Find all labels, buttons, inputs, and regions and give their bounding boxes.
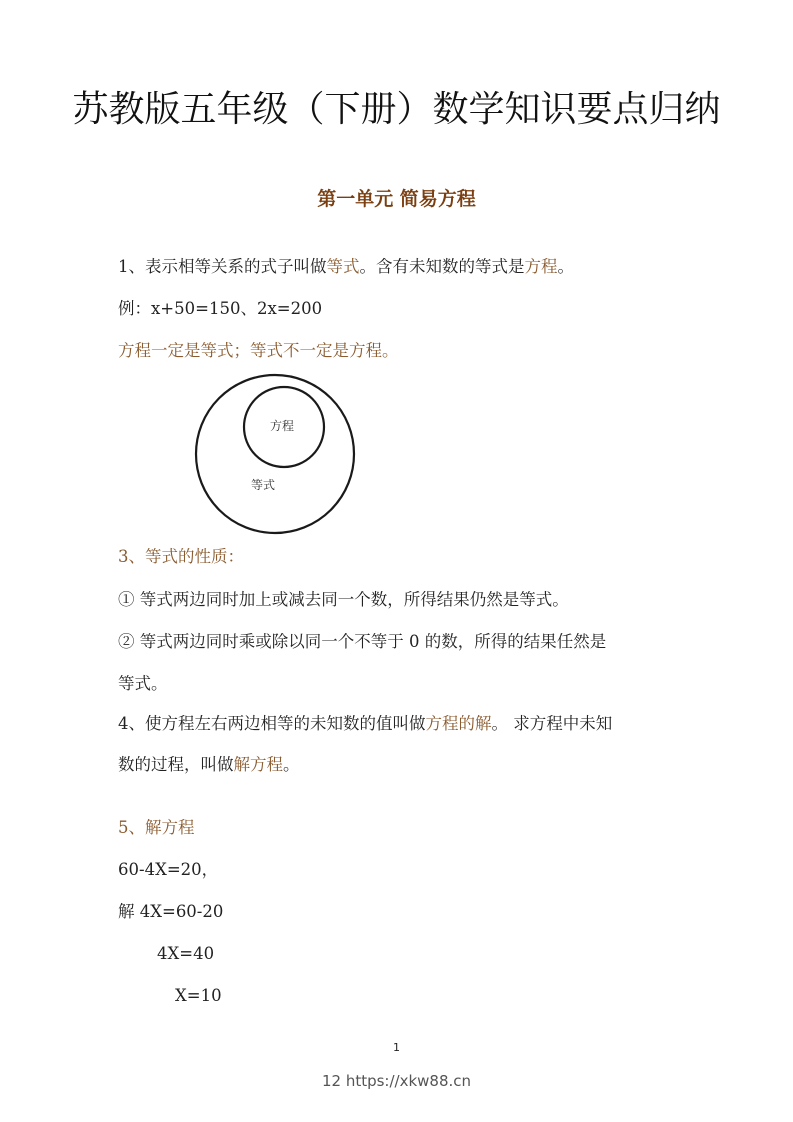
solve-step-1: 60-4X=20， — [118, 860, 219, 879]
page-title: 苏教版五年级（下册）数学知识要点归纳 — [72, 89, 721, 130]
venn-diagram — [190, 372, 420, 537]
outer-circle — [196, 375, 354, 533]
example-line: 例：x+50=150、2x=200 — [118, 299, 323, 318]
solve-step-3: 4X=40 — [157, 944, 215, 963]
inner-circle-label: 方程 — [269, 419, 295, 433]
term-equation-equality: 等式 — [326, 257, 360, 276]
footer-watermark: 12 https://xkw88.cn — [321, 1072, 472, 1090]
point-4-text-b: 。 求方程中未知 — [491, 714, 613, 733]
point-1-text-b: 。含有未知数的等式是 — [359, 257, 525, 276]
point-5-heading: 5、解方程 — [118, 818, 195, 837]
unit-title: 第一单元 简易方程 — [317, 188, 476, 210]
term-solution: 方程的解 — [425, 714, 492, 733]
point-1-text-c: 。 — [557, 257, 574, 276]
outer-circle-label: 等式 — [250, 478, 276, 492]
point-4-text-d: 。 — [283, 755, 300, 774]
point-3-item-1: ① 等式两边同时加上或减去同一个数，所得结果仍然是等式。 — [118, 590, 569, 609]
point-3-heading: 3、等式的性质： — [118, 547, 244, 566]
point-4-text-c: 数的过程，叫做 — [118, 755, 234, 774]
point-4-line-1 — [118, 711, 612, 737]
term-solving: 解方程 — [233, 755, 283, 774]
page-number: 1 — [393, 1041, 400, 1054]
term-equation: 方程 — [524, 257, 558, 276]
relation-line: 方程一定是等式；等式不一定是方程。 — [118, 341, 399, 360]
point-4-text-a: 4、使方程左右两边相等的未知数的值叫做 — [118, 714, 426, 733]
point-4-line-2 — [118, 752, 300, 778]
solve-step-4: X=10 — [175, 986, 222, 1005]
solve-step-2: 解 4X=60-20 — [118, 902, 224, 921]
point-1 — [118, 254, 574, 280]
point-3-item-2-cont: 等式。 — [118, 674, 168, 693]
point-3-item-2: ② 等式两边同时乘或除以同一个不等于 0 的数，所得的结果任然是 — [118, 632, 607, 651]
point-1-text-a: 1、表示相等关系的式子叫做 — [118, 257, 327, 276]
